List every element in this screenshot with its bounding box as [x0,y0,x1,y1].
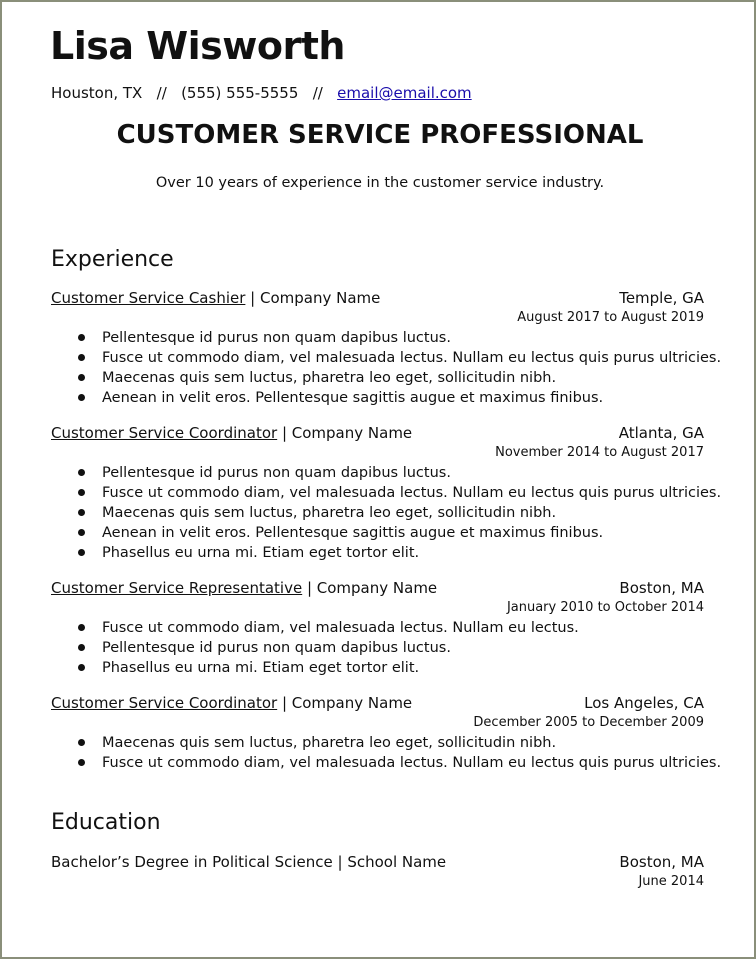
job-bullets [102,463,721,563]
email-link[interactable]: email@email.com [337,84,472,102]
job-dates: August 2017 to August 2019 [517,310,704,325]
bullet-item: Maecenas quis sem luctus, pharetra leo eget, sollicitudin nibh. [102,368,721,388]
education-date: June 2014 [638,874,704,889]
job-dates: November 2014 to August 2017 [495,445,704,460]
job-location: Los Angeles, CA [584,694,704,712]
bullet-item: Pellentesque id purus non quam dapibus luctus. [102,328,721,348]
job-company: | Company Name [302,579,438,597]
job-title: Customer Service Coordinator [51,694,278,712]
bullet-item: Aenean in velit eros. Pellentesque sagittis augue et maximus finibus. [102,523,721,543]
bullet-item: Fusce ut commodo diam, vel malesuada lectus. Nullam eu lectus quis purus ultricies. [102,755,722,771]
job-dates: December 2005 to December 2009 [473,715,704,730]
job-header [51,424,704,444]
education-heading: Education [51,810,161,835]
job-header [51,694,704,714]
job-company: | Company Name [277,694,413,712]
bullet-item: Pellentesque id purus non quam dapibus luctus. [102,463,721,483]
education-header [51,853,704,873]
bullet-item: Maecenas quis sem luctus, pharetra leo eget, sollicitudin nibh. [102,503,721,523]
bullet-item: Fusce ut commodo diam, vel malesuada lectus. Nullam eu lectus quis purus ultricies. [102,350,722,366]
contact-line [51,84,472,102]
contact-city: Houston, TX [51,84,143,102]
job-title: Customer Service Coordinator [51,424,278,442]
job-bullets [102,328,721,408]
contact-separator: // [156,84,167,102]
job-header [51,289,704,309]
job-company: | Company Name [245,289,381,307]
bullet-item: Pellentesque id purus non quam dapibus luctus. [102,638,579,658]
job-location: Boston, MA [619,579,704,597]
job-location: Atlanta, GA [618,424,704,442]
job-dates: January 2010 to October 2014 [506,600,704,615]
job-title: Customer Service Cashier [51,289,246,307]
degree-text: Bachelor’s Degree in Political Science | School Name [51,853,447,871]
job-title: Customer Service Representative [51,579,303,597]
summary-text: Over 10 years of experience in the customer service industry. [155,175,605,191]
candidate-name: Lisa Wisworth [50,24,345,68]
job-location: Temple, GA [619,289,704,307]
resume-headline: CUSTOMER SERVICE PROFESSIONAL [116,120,644,150]
contact-phone: (555) 555-5555 [181,84,299,102]
bullet-item: Fusce ut commodo diam, vel malesuada lectus. Nullam eu lectus. [102,620,579,636]
bullet-item: Aenean in velit eros. Pellentesque sagittis augue et maximus finibus. [102,388,721,408]
bullet-item: Fusce ut commodo diam, vel malesuada lectus. Nullam eu lectus quis purus ultricies. [102,485,722,501]
contact-separator: // [312,84,323,102]
job-header [51,579,704,599]
job-bullets [102,618,579,678]
experience-heading: Experience [51,247,174,272]
education-location: Boston, MA [619,853,704,871]
job-company: | Company Name [277,424,413,442]
bullet-item: Phasellus eu urna mi. Etiam eget tortor elit. [102,543,721,563]
bullet-item: Maecenas quis sem luctus, pharetra leo eget, sollicitudin nibh. [102,733,721,753]
bullet-item: Phasellus eu urna mi. Etiam eget tortor elit. [102,658,579,678]
job-bullets [102,733,721,773]
